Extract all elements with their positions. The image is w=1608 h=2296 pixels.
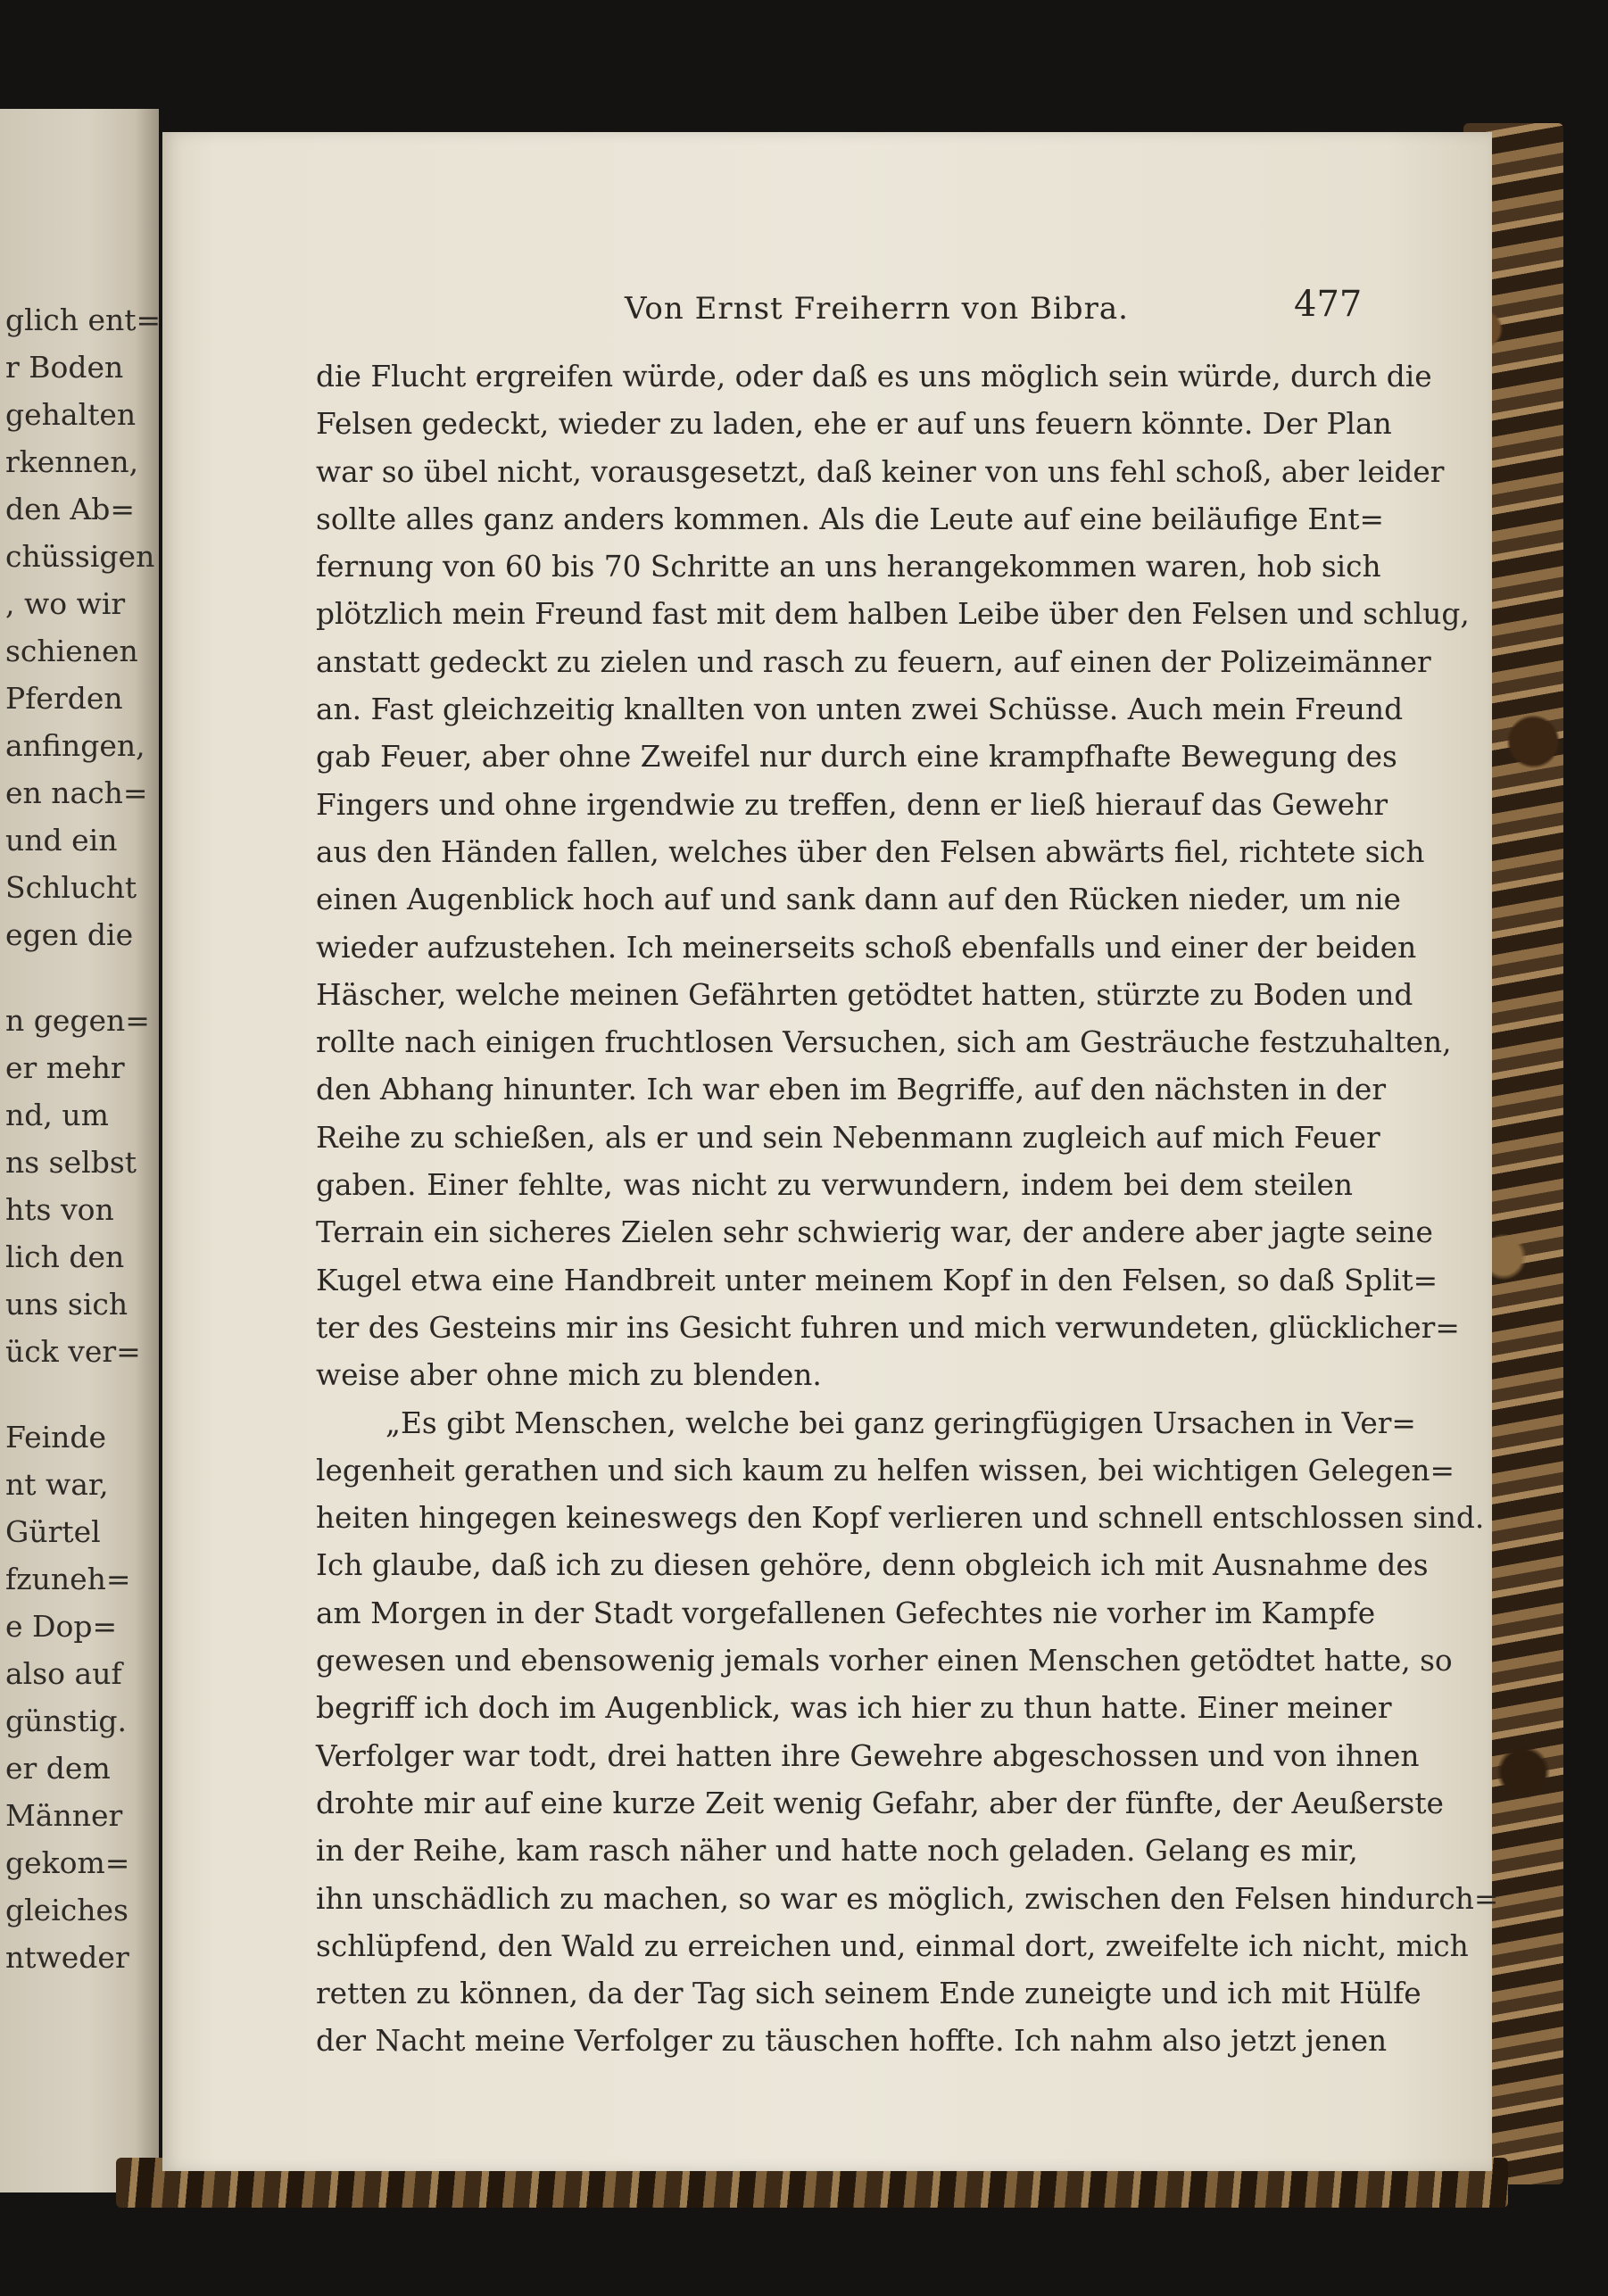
text-line: die Flucht ergreifen würde, oder daß es uns möglich sein würde, durch die xyxy=(316,360,1432,394)
left-page-line: n gegen= xyxy=(5,1003,150,1038)
text-line: retten zu können, da der Tag sich seinem Ende zuneigte und ich mit Hülfe xyxy=(316,1977,1422,2011)
left-page-line: Gürtel xyxy=(5,1514,101,1549)
running-head: Von Ernst Freiherrn von Bibra. xyxy=(625,291,1129,327)
left-page-line: , wo wir xyxy=(5,586,126,621)
left-page-line: e Dop= xyxy=(5,1609,118,1644)
text-line: wieder aufzustehen. Ich meinerseits schoß ebenfalls und einer der beiden xyxy=(316,930,1417,965)
left-page-line: chüssigen xyxy=(5,539,155,574)
left-page-line: en nach= xyxy=(5,775,148,810)
left-page-line: anfingen, xyxy=(5,728,145,763)
text-line: ihn unschädlich zu machen, so war es möglich, zwischen den Felsen hindurch= xyxy=(316,1881,1499,1916)
left-page-line: Schlucht xyxy=(5,870,137,905)
left-page-line: rkennen, xyxy=(5,444,139,479)
text-line: Kugel etwa eine Handbreit unter meinem Kopf in den Felsen, so daß Split= xyxy=(316,1263,1438,1297)
text-line: schlüpfend, den Wald zu erreichen und, einmal dort, zweifelte ich nicht, mich xyxy=(316,1928,1469,1963)
left-page-line: ntweder xyxy=(5,1940,129,1975)
text-line: einen Augenblick hoch auf und sank dann auf den Rücken nieder, um nie xyxy=(316,883,1401,917)
text-line: anstatt gedeckt zu zielen und rasch zu feuern, auf einen der Polizeimänner xyxy=(316,644,1431,679)
text-line: heiten hingegen keineswegs den Kopf verlieren und schnell entschlossen sind. xyxy=(316,1501,1485,1536)
text-line: an. Fast gleichzeitig knallten von unten zwei Schüsse. Auch mein Freund xyxy=(316,692,1404,727)
left-page-line: Pferden xyxy=(5,681,123,716)
left-page-line: lich den xyxy=(5,1239,125,1274)
left-page-line: ns selbst xyxy=(5,1145,137,1180)
text-line: aus den Händen fallen, welches über den Felsen abwärts fiel, richtete sich xyxy=(316,834,1425,869)
text-line: plötzlich mein Freund fast mit dem halben Leibe über den Felsen und schlug, xyxy=(316,597,1470,632)
page-header xyxy=(162,284,1492,337)
left-page-line: er dem xyxy=(5,1751,111,1786)
left-page-line: glich ent= xyxy=(5,303,162,337)
left-page-line: gleiches xyxy=(5,1893,128,1927)
left-page-line: Männer xyxy=(5,1798,123,1833)
text-line: Terrain ein sicheres Zielen sehr schwierig war, der andere aber jagte seine xyxy=(316,1215,1433,1250)
left-page-line: er mehr xyxy=(5,1050,125,1085)
text-line: „Es gibt Menschen, welche bei ganz geringfügigen Ursachen in Ver= xyxy=(385,1405,1416,1440)
left-facing-page xyxy=(0,109,162,2192)
text-line: drohte mir auf eine kurze Zeit wenig Gefahr, aber der fünfte, der Aeußerste xyxy=(316,1786,1444,1820)
left-page-line: nt war, xyxy=(5,1467,109,1502)
left-page-line xyxy=(5,958,157,997)
body-text xyxy=(316,353,1499,2066)
left-page-line: gekom= xyxy=(5,1845,130,1880)
text-line: Reihe zu schießen, als er und sein Nebenmann zugleich auf mich Feuer xyxy=(316,1120,1380,1155)
left-page-line: günstig. xyxy=(5,1703,127,1738)
left-page-line: uns sich xyxy=(5,1287,128,1322)
left-page-line: r Boden xyxy=(5,350,124,385)
right-page xyxy=(162,132,1499,2171)
text-line: in der Reihe, kam rasch näher und hatte noch geladen. Gelang es mir, xyxy=(316,1834,1358,1869)
text-line: Häscher, welche meinen Gefährten getödtet hatten, stürzte zu Boden und xyxy=(316,977,1413,1012)
left-page-line: den Ab= xyxy=(5,492,136,526)
left-page-line: Feinde xyxy=(5,1420,107,1455)
text-line: legenheit gerathen und sich kaum zu helfen wissen, bei wichtigen Gelegen= xyxy=(316,1453,1455,1488)
text-line: fernung von 60 bis 70 Schritte an uns herangekommen waren, hob sich xyxy=(316,550,1381,584)
text-line: war so übel nicht, vorausgesetzt, daß keiner von uns fehl schoß, aber leider xyxy=(316,454,1445,489)
text-line: am Morgen in der Stadt vorgefallenen Gefechtes nie vorher im Kampfe xyxy=(316,1596,1376,1630)
left-page-line: nd, um xyxy=(5,1098,109,1132)
left-page-line: schienen xyxy=(5,634,138,668)
text-line: Ich glaube, daß ich zu diesen gehöre, denn obgleich ich mit Ausnahme des xyxy=(316,1548,1429,1583)
text-line: den Abhang hinunter. Ich war eben im Begriffe, auf den nächsten in der xyxy=(316,1073,1386,1107)
text-line: Fingers und ohne irgendwie zu treffen, denn er ließ hierauf das Gewehr xyxy=(316,787,1388,822)
text-line: weise aber ohne mich zu blenden. xyxy=(316,1358,822,1393)
left-page-text xyxy=(5,296,162,1981)
text-line: gewesen und ebensowenig jemals vorher einen Menschen getödtet hatte, so xyxy=(316,1644,1453,1678)
left-page-line: und ein xyxy=(5,823,118,858)
left-page-line xyxy=(5,1375,157,1413)
text-line: sollte alles ganz anders kommen. Als die Leute auf eine beiläufige Ent= xyxy=(316,501,1385,536)
left-page-line: gehalten xyxy=(5,397,137,432)
left-page-line: also auf xyxy=(5,1656,122,1691)
text-line: Verfolger war todt, drei hatten ihre Gewehre abgeschossen und von ihnen xyxy=(316,1738,1420,1773)
text-line: Felsen gedeckt, wieder zu laden, ehe er auf uns feuern könnte. Der Plan xyxy=(316,407,1392,442)
text-line: gab Feuer, aber ohne Zweifel nur durch eine krampfhafte Bewegung des xyxy=(316,740,1397,775)
left-page-line: egen die xyxy=(5,917,134,952)
left-page-line: fzuneh= xyxy=(5,1562,131,1596)
text-line: rollte nach einigen fruchtlosen Versuchen, sich am Gesträuche festzuhalten, xyxy=(316,1025,1452,1060)
text-line: begriff ich doch im Augenblick, was ich hier zu thun hatte. Einer meiner xyxy=(316,1691,1392,1726)
left-page-line: ück ver= xyxy=(5,1334,141,1369)
text-line: ter des Gesteins mir ins Gesicht fuhren und mich verwundeten, glücklicher= xyxy=(316,1310,1460,1345)
page-number: 477 xyxy=(1294,284,1363,325)
text-line: der Nacht meine Verfolger zu täuschen hoffte. Ich nahm also jetzt jenen xyxy=(316,2024,1388,2059)
left-page-line: hts von xyxy=(5,1192,114,1227)
text-line: gaben. Einer fehlte, was nicht zu verwundern, indem bei dem steilen xyxy=(316,1168,1353,1203)
